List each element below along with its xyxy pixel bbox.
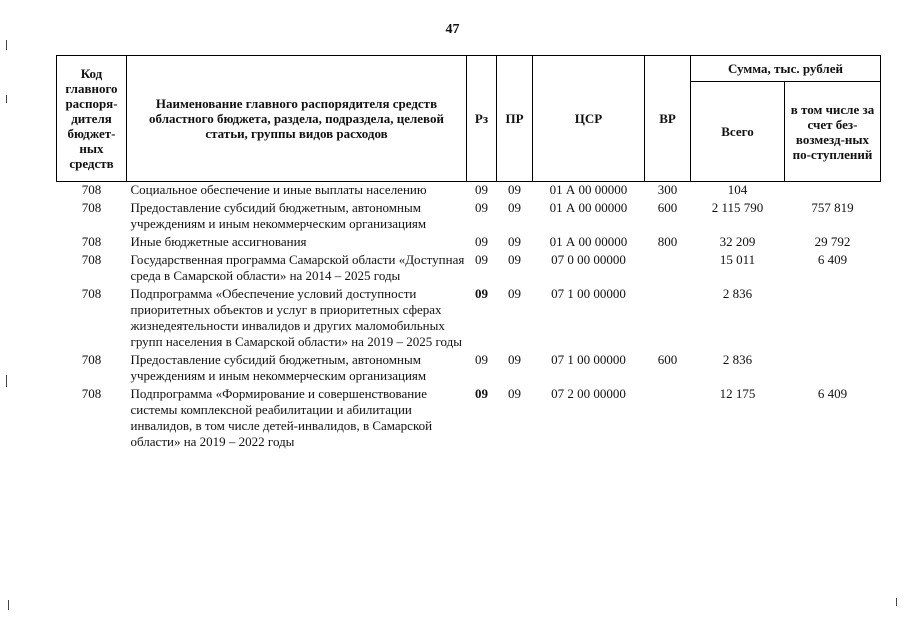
row-rz: 09 [475,286,488,301]
row-name: Предоставление субсидий бюджетным, автономным учреждениям и иным некоммерческим организациям [130,200,427,231]
row-rz: 09 [475,252,488,267]
row-free: 29 792 [814,234,851,249]
row-code: 708 [81,200,102,215]
row-vr [645,286,691,352]
row-free: 6 409 [817,252,848,267]
row-csr: 07 0 00 00000 [551,252,626,267]
row-rz: 09 [475,234,488,249]
row-vr [645,386,691,452]
header-code: Код главного распоря-дителя бюджет-ных средств [57,56,127,182]
row-total: 2 115 790 [711,200,764,215]
row-total: 2 836 [722,286,753,301]
row-code: 708 [81,182,102,197]
row-code: 708 [81,386,102,401]
table-row [57,252,881,286]
row-vr: 800 [657,234,678,249]
row-free: 757 819 [811,200,854,215]
row-name: Государственная программа Самарской области «Доступная среда в Самарской области» на 2014 – 2025 годы [130,252,465,283]
row-code: 708 [81,252,102,267]
row-name: Подпрограмма «Обеспечение условий доступности приоритетных объектов и услуг в приоритетных сферах жизнедеятельности инвалидов и других маломобильных групп населения в Самарской области» на 2019 – 2025 годы [130,286,462,349]
page-number: 47 [445,22,460,37]
table-row [57,234,881,252]
header-total: Всего [691,82,785,182]
table-row [57,352,881,386]
row-name: Социальное обеспечение и иные выплаты населению [130,182,427,197]
scan-mark [6,40,7,50]
row-csr: 07 1 00 00000 [551,286,626,301]
row-pr: 09 [508,352,521,367]
budget-table [56,55,881,452]
row-code: 708 [81,234,102,249]
row-vr: 600 [657,352,678,367]
row-rz: 09 [475,352,488,367]
row-csr: 01 А 00 00000 [549,200,628,215]
row-pr: 09 [508,234,521,249]
table-row [57,386,881,452]
row-rz: 09 [475,386,488,401]
row-name: Подпрограмма «Формирование и совершенствование системы комплексной реабилитации и абилитации инвалидов, в том числе детей-инвалидов, в Самарской области» на 2019 – 2022 годы [130,386,433,449]
row-vr [645,252,691,286]
row-pr: 09 [508,252,521,267]
header-rz: Рз [467,56,497,182]
row-pr: 09 [508,386,521,401]
row-total: 15 011 [719,252,756,267]
row-csr: 07 1 00 00000 [551,352,626,367]
row-csr: 01 А 00 00000 [549,234,628,249]
row-pr: 09 [508,182,521,197]
scan-mark [6,375,7,387]
row-csr: 07 2 00 00000 [551,386,626,401]
table-row [57,182,881,201]
header-name: Наименование главного распорядителя средств областного бюджета, раздела, подраздела, целевой статьи, группы видов расходов [127,56,467,182]
row-free [785,286,881,352]
scan-mark [896,598,897,606]
header-csr: ЦСР [533,56,645,182]
row-free [785,352,881,386]
scan-mark [6,95,7,103]
table-row [57,200,881,234]
row-vr: 300 [657,182,678,197]
row-name: Иные бюджетные ассигнования [130,234,307,249]
row-pr: 09 [508,200,521,215]
row-code: 708 [81,286,102,301]
row-vr: 600 [657,200,678,215]
row-name: Предоставление субсидий бюджетным, автономным учреждениям и иным некоммерческим организациям [130,352,427,383]
row-pr: 09 [508,286,521,301]
header-free: в том числе за счет без-возмезд-ных по-ступлений [785,82,881,182]
table-row [57,286,881,352]
header-vr: ВР [645,56,691,182]
row-rz: 09 [475,200,488,215]
row-rz: 09 [475,182,488,197]
row-total: 2 836 [722,352,753,367]
row-free: 6 409 [817,386,848,401]
row-free [785,182,881,201]
row-csr: 01 А 00 00000 [549,182,628,197]
row-code: 708 [81,352,102,367]
header-sum-group: Сумма, тыс. рублей [691,56,881,82]
row-total: 104 [727,182,748,197]
row-total: 12 175 [719,386,756,401]
header-pr: ПР [497,56,533,182]
row-total: 32 209 [719,234,756,249]
scan-mark [8,600,9,610]
